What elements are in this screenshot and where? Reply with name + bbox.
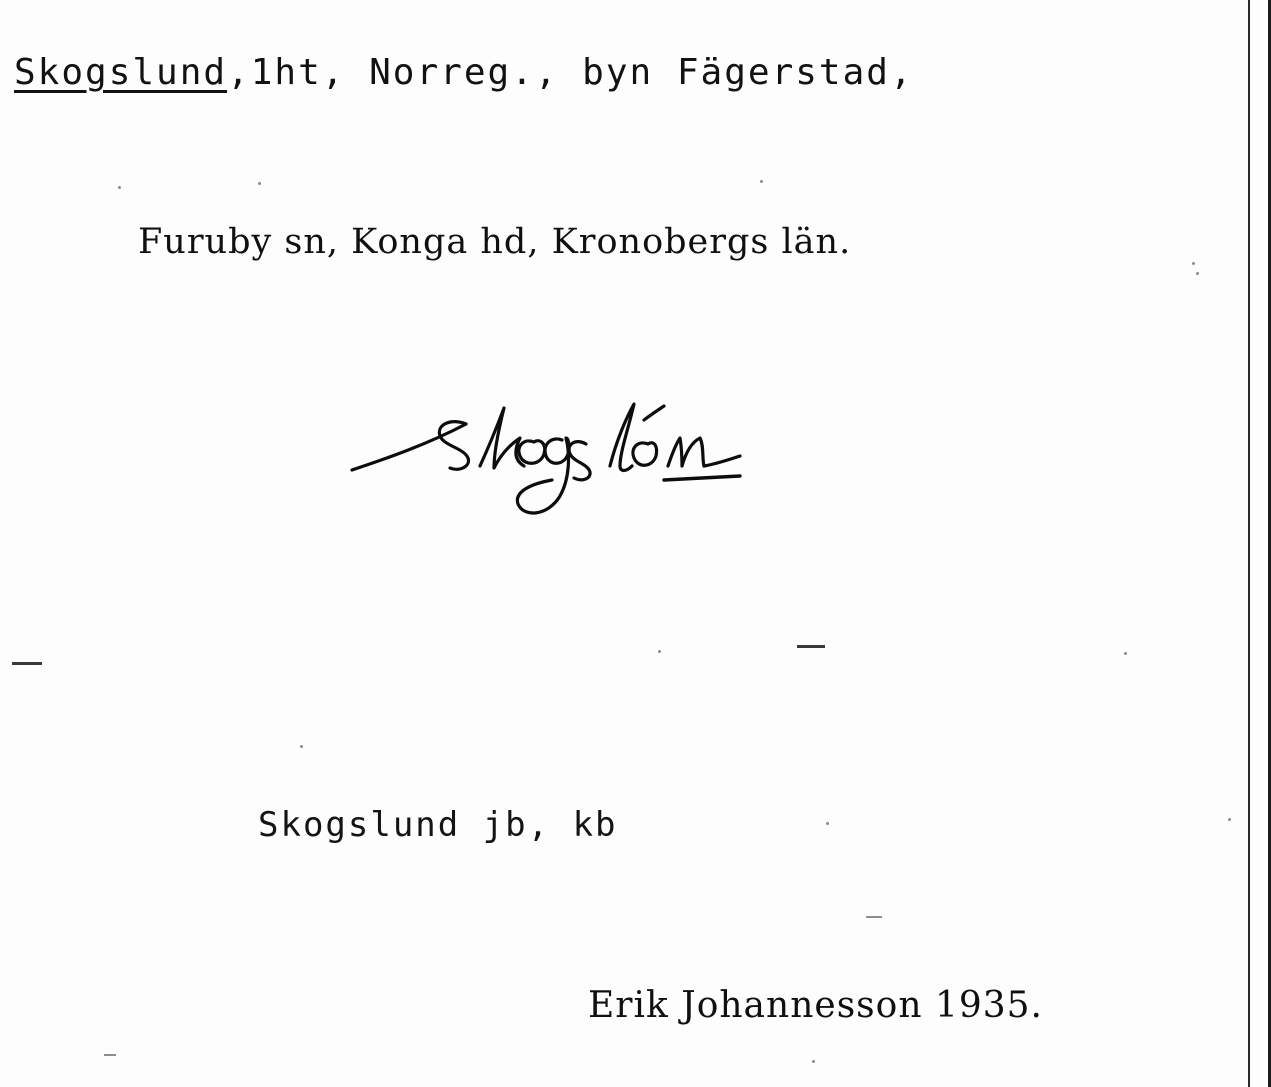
- parish-district-line: Furuby sn, Konga hd, Kronobergs län.: [138, 222, 852, 262]
- handwritten-pronunciation: [348, 380, 768, 530]
- paper-speck: [1124, 652, 1127, 655]
- paper-speck: [118, 186, 121, 189]
- place-name: Skogslund: [14, 52, 228, 93]
- source-reference-line: Skogslund jb, kb: [258, 805, 618, 845]
- paper-speck: [258, 182, 261, 185]
- paper-speck: [658, 650, 661, 653]
- paper-speck: [1196, 272, 1199, 275]
- paper-speck: [866, 916, 882, 918]
- paper-speck: [812, 1060, 815, 1063]
- stray-mark-left: [12, 662, 42, 665]
- heading-line: [14, 52, 914, 93]
- paper-speck: [300, 745, 303, 748]
- paper-speck: [1192, 262, 1195, 265]
- paper-speck: [826, 822, 829, 825]
- paper-speck: [760, 180, 763, 183]
- paper-speck: [1228, 818, 1231, 821]
- stray-mark-middle: [797, 645, 825, 648]
- card-edge-line-outer: [1248, 0, 1250, 1087]
- collector-attribution-line: Erik Johannesson 1935.: [588, 985, 1044, 1026]
- heading-rest: ,1ht, Norreg., byn Fägerstad,: [227, 52, 914, 93]
- paper-speck: [104, 1054, 116, 1056]
